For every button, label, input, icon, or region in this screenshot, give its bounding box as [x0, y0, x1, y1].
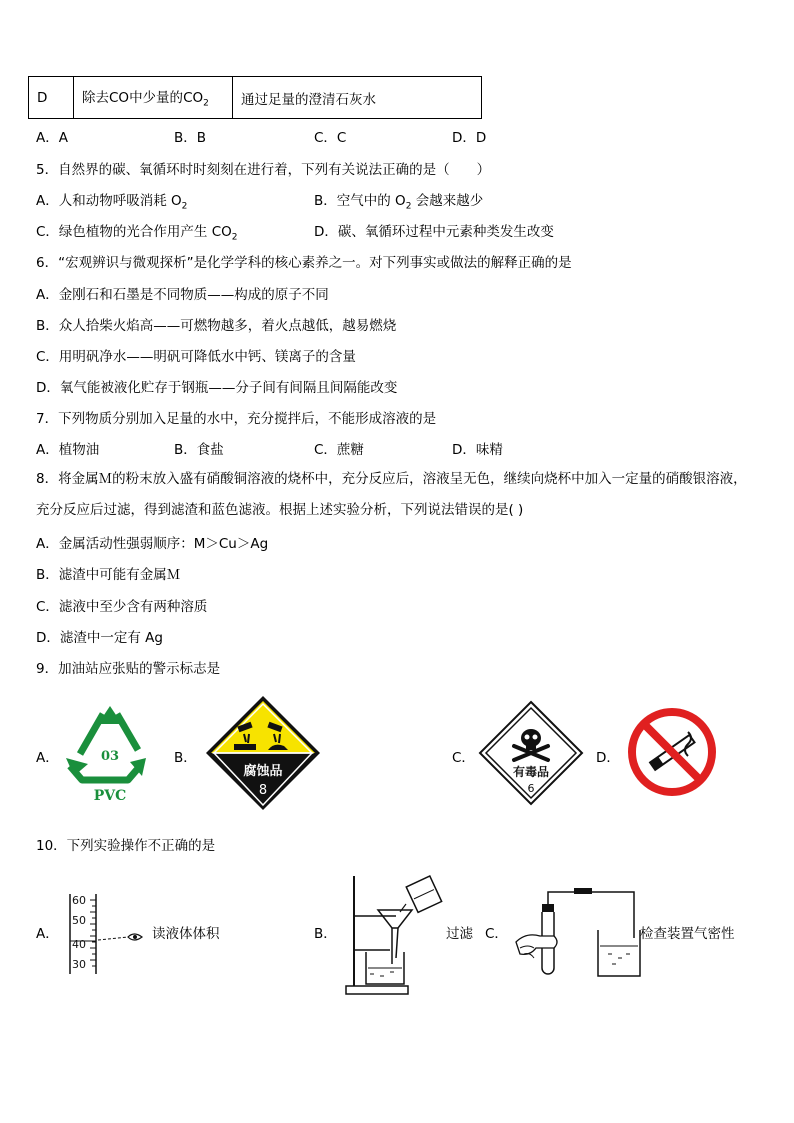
- q4-option-d: D．D: [452, 130, 487, 146]
- q9-stem: 9．加油站应张贴的警示标志是: [36, 661, 221, 677]
- q4-option-a: A．A: [36, 130, 68, 146]
- q10-c-caption: 检查装置气密性: [640, 926, 735, 942]
- table-cell-label: D: [29, 77, 74, 119]
- recycle-pvc-icon: [60, 702, 160, 806]
- q6-option-d: D．氧气能被液化贮存于钢瓶——分子间有间隔且间隔能改变: [36, 380, 398, 396]
- recycle-number: 03: [100, 749, 120, 764]
- q4-option-b: B．B: [174, 130, 207, 146]
- recycle-text: PVC: [93, 788, 127, 804]
- corrosive-class: 8: [258, 783, 268, 798]
- q10-b-caption: 过滤: [446, 926, 473, 942]
- q5-option-d: D．碳、氧循环过程中元素种类发生改变: [314, 224, 554, 240]
- q7-option-b: B．食盐: [174, 442, 224, 458]
- q7-option-d: D．味精: [452, 442, 503, 458]
- q5-option-b: B．空气中的 $O_2$ 会越来越少: [314, 193, 484, 212]
- q4-option-c: C．C: [314, 130, 347, 146]
- q9-label-c: C．: [452, 750, 475, 766]
- q7-option-a: A．植物油: [36, 442, 100, 458]
- toxic-label: 有毒品: [512, 765, 550, 779]
- q10-label-a: A．: [36, 926, 59, 942]
- tick-50: 50: [72, 914, 86, 927]
- corrosive-sign-icon: [204, 694, 322, 812]
- q9-label-a: A．: [36, 750, 59, 766]
- q5-stem: 5．自然界的碳、氧循环时时刻刻在进行着，下列有关说法正确的是（ ）: [36, 162, 491, 178]
- graduated-cylinder-icon: [66, 890, 150, 978]
- tick-40: 40: [72, 938, 86, 951]
- q6-option-a: A．金刚石和石墨是不同物质——构成的原子不同: [36, 287, 329, 303]
- q5-option-a: A．人和动物呼吸消耗 $O_2$: [36, 193, 188, 212]
- q8-option-a: A．金属活动性强弱顺序：M＞Cu＞Ag: [36, 536, 269, 552]
- q9-label-b: B．: [174, 750, 197, 766]
- q6-stem: 6．“宏观辨识与微观探析”是化学学科的核心素养之一。对下列事实或做法的解释正确的是: [36, 255, 572, 271]
- q8-option-c: C．滤液中至少含有两种溶质: [36, 599, 208, 615]
- q10-a-caption: 读液体体积: [152, 926, 220, 942]
- q6-option-c: C．用明矾净水——明矾可降低水中钙、镁离子的含量: [36, 349, 356, 365]
- filtration-apparatus-icon: [340, 868, 444, 998]
- q10-label-c: C．: [485, 926, 508, 942]
- q7-stem: 7．下列物质分别加入足量的水中，充分搅拌后，不能形成溶液的是: [36, 411, 437, 427]
- no-smoking-icon: [628, 708, 716, 796]
- airtightness-check-icon: [512, 884, 642, 984]
- q8-option-d: D．滤渣中一定有 Ag: [36, 630, 163, 646]
- table-cell-method: 通过足量的澄清石灰水: [233, 77, 482, 119]
- q10-label-b: B．: [314, 926, 337, 942]
- tick-60: 60: [72, 894, 86, 907]
- q7-option-c: C．蔗糖: [314, 442, 364, 458]
- table-row: [29, 77, 482, 119]
- tick-30: 30: [72, 958, 86, 971]
- q5-option-c: C．绿色植物的光合作用产生 $CO_2$: [36, 224, 238, 243]
- q8-option-b: B．滤渣中可能有金属Ｍ: [36, 567, 181, 583]
- q10-stem: 10．下列实验操作不正确的是: [36, 838, 216, 854]
- table-cell-purpose: 除去CO中少量的$CO_2$: [74, 77, 233, 119]
- toxic-class: 6: [527, 782, 535, 795]
- q9-label-d: D．: [596, 750, 620, 766]
- q6-option-b: B．众人拾柴火焰高——可燃物越多，着火点越低，越易燃烧: [36, 318, 397, 334]
- q8-stem: 8．将金属Ｍ的粉末放入盛有硝酸铜溶液的烧杯中，充分反应后，溶液呈无色，继续向烧杯中加入一定量的硝酸银溶液，充分反应后过滤，得到滤渣和蓝色滤液。根据上述实验分析，下列说法错误的是( ): [36, 471, 747, 518]
- corrosive-label: 腐蚀品: [243, 764, 283, 779]
- toxic-sign-icon: [478, 700, 584, 806]
- option-table: [28, 76, 482, 119]
